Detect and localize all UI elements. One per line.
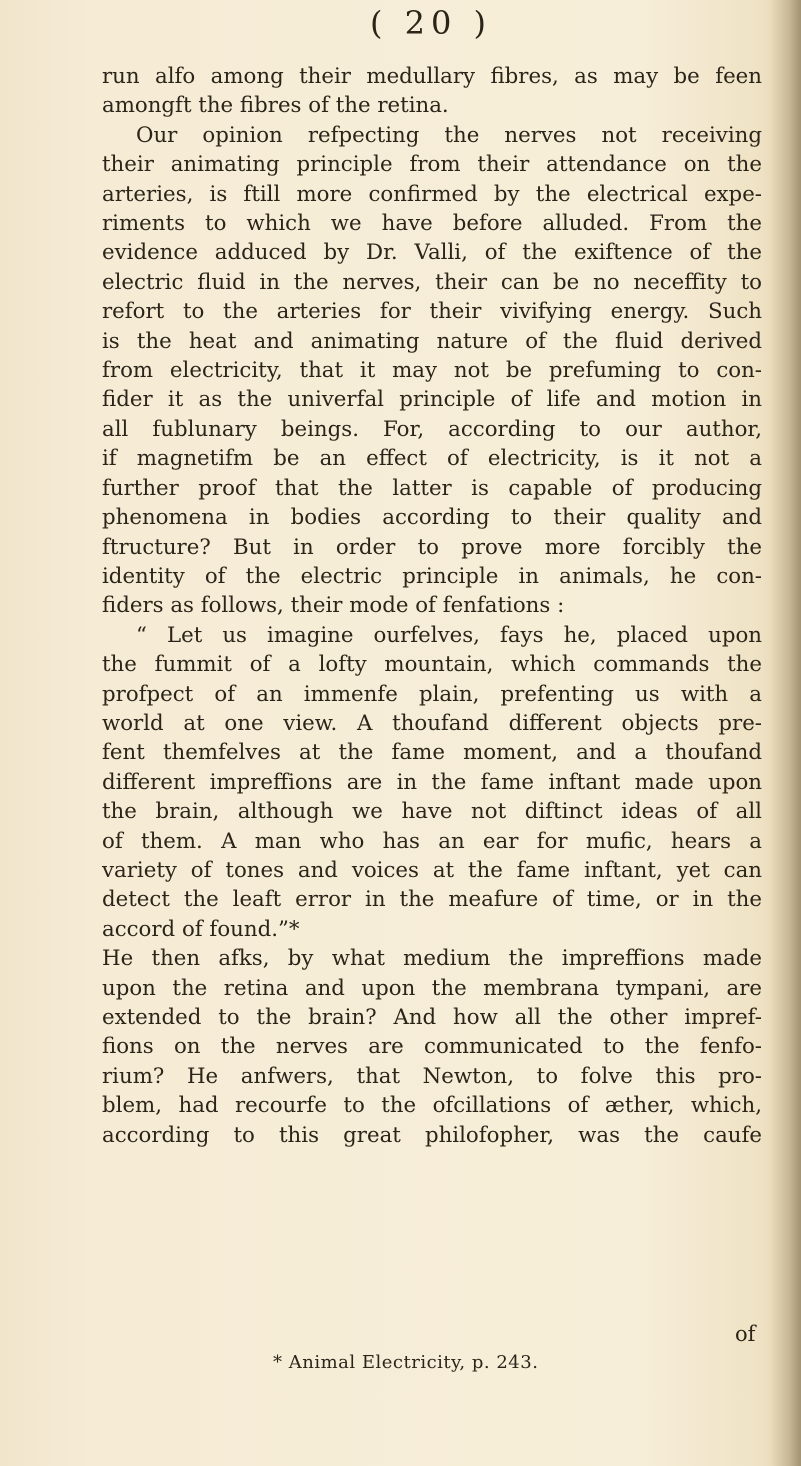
text-line: is the heat and animating nature of the fluid derived <box>102 328 762 354</box>
text-line: profpect of an immenfe plain, prefenting us with a <box>102 681 762 707</box>
text-line: identity of the electric principle in animals, he con- <box>102 563 762 589</box>
text-line: different impreffions are in the fame inftant made upon <box>102 769 762 795</box>
text-line: further proof that the latter is capable of producing <box>102 475 762 501</box>
page-number: ( 20 ) <box>370 4 493 42</box>
text-line: ftructure? But in order to prove more forcibly the <box>102 534 762 560</box>
text-line: phenomena in bodies according to their quality and <box>102 505 762 531</box>
text-line: arteries, is ftill more confirmed by the electrical expe- <box>102 181 762 207</box>
catchword: of <box>735 1322 756 1346</box>
text-line: world at one view. A thoufand different objects pre- <box>102 710 762 736</box>
text-line: He then afks, by what medium the impreffions made <box>102 946 762 972</box>
body-text <box>102 62 762 1150</box>
text-line: “ Let us imagine ourfelves, fays he, placed upon <box>136 622 762 648</box>
text-line: from electricity, that it may not be prefuming to con- <box>102 358 762 384</box>
text-line: their animating principle from their attendance on the <box>102 152 762 178</box>
text-line: run alfo among their medullary fibres, as may be feen <box>102 64 762 89</box>
text-line: Our opinion refpecting the nerves not receiving <box>136 122 762 148</box>
text-line: fent themfelves at the fame moment, and a thoufand <box>102 740 762 766</box>
text-line: detect the leaft error in the meafure of time, or in the <box>102 887 762 913</box>
footnote: * Animal Electricity, p. 243. <box>273 1352 539 1373</box>
text-line: electric fluid in the nerves, their can be no neceffity to <box>102 269 762 295</box>
text-line: all fublunary beings. For, according to our author, <box>102 416 762 442</box>
text-line: evidence adduced by Dr. Valli, of the exiftence of the <box>102 240 762 266</box>
text-line: accord of found.”* <box>102 916 300 942</box>
text-line: blem, had recourfe to the ofcillations of æther, which, <box>102 1093 762 1119</box>
page-edge-shadow <box>771 0 801 1466</box>
text-line: rium? He anfwers, that Newton, to folve this pro- <box>102 1063 762 1089</box>
text-line: fider it as the univerfal principle of life and motion in <box>102 387 762 413</box>
text-line: according to this great philofopher, was the caufe <box>102 1122 762 1148</box>
text-line: refort to the arteries for their vivifying energy. Such <box>102 299 762 325</box>
text-line: upon the retina and upon the membrana tympani, are <box>102 975 762 1001</box>
text-line: extended to the brain? And how all the other impref- <box>102 1005 762 1030</box>
text-line: riments to which we have before alluded. From the <box>102 211 762 237</box>
text-line: the brain, although we have not diftinct ideas of all <box>102 799 762 825</box>
text-line: fions on the nerves are communicated to the fenfo- <box>102 1034 762 1060</box>
text-line: of them. A man who has an ear for mufic, hears a <box>102 828 762 854</box>
text-line: variety of tones and voices at the fame inftant, yet can <box>102 857 762 883</box>
text-line: fiders as follows, their mode of fenfations : <box>102 593 565 619</box>
text-line: the fummit of a lofty mountain, which commands the <box>102 652 762 678</box>
text-line: if magnetifm be an effect of electricity, is it not a <box>102 446 762 472</box>
text-line: amongft the fibres of the retina. <box>102 93 449 119</box>
